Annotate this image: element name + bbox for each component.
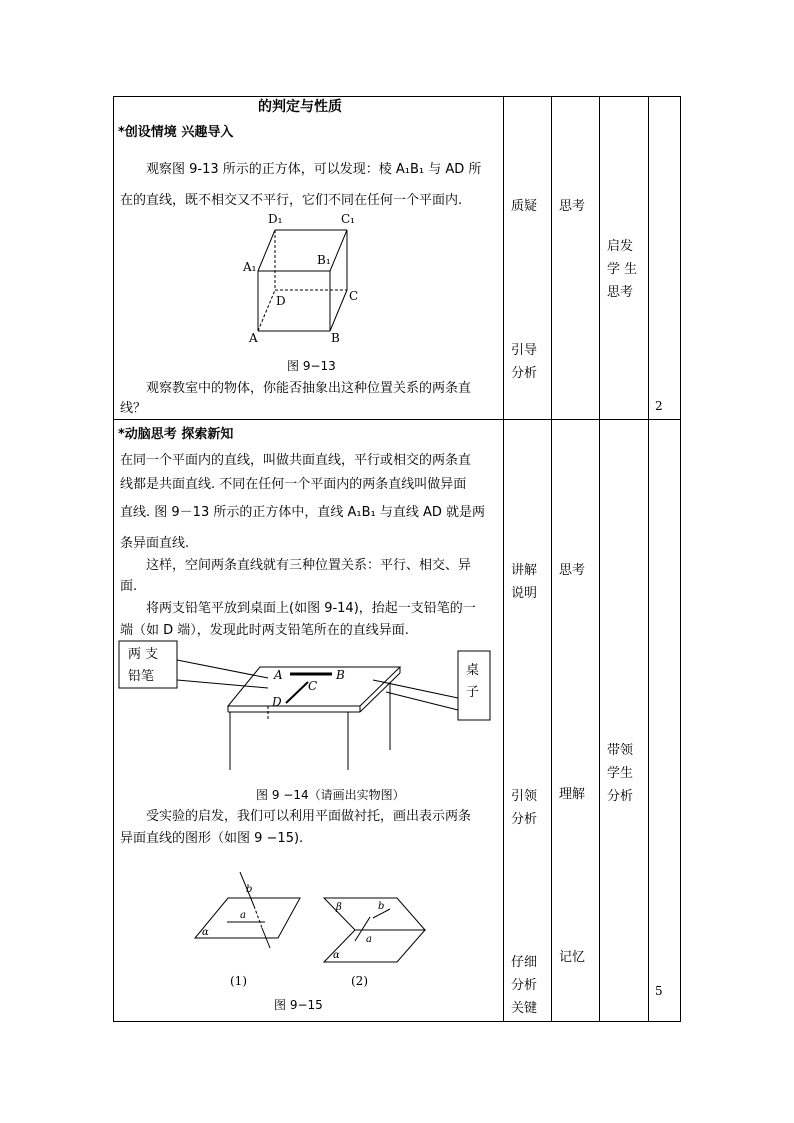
cube-figure <box>235 208 375 348</box>
method-cell: 仔细 <box>511 955 538 970</box>
figure-caption: 图 9−13 <box>287 359 336 373</box>
vertex-label: B₁ <box>317 253 331 267</box>
paragraph-line: 观察教室中的物体，你能否抽象出这种位置关系的两条直 <box>146 381 472 396</box>
section-heading: *创设情境 兴趣导入 <box>118 125 234 140</box>
vertex-label: B <box>331 331 340 345</box>
intent-cell: 思考 <box>607 285 634 300</box>
paragraph-line: 这样，空间两条直线就有三种位置关系：平行、相交、异 <box>146 558 472 573</box>
minutes-cell: 2 <box>655 399 663 413</box>
method-cell: 讲解 <box>511 563 538 578</box>
method-cell: 说明 <box>511 586 538 601</box>
vertex-label: C₁ <box>341 212 355 226</box>
method-cell: 分析 <box>511 366 538 381</box>
point-label: D <box>272 695 282 709</box>
desk-figure <box>118 640 498 780</box>
intent-cell: 分析 <box>607 789 634 804</box>
plane-label: α <box>202 927 209 938</box>
column-divider <box>599 96 600 1022</box>
skew-lines-figure <box>190 872 440 992</box>
method-cell: 引导 <box>511 343 538 358</box>
paragraph-line: 线都是共面直线. 不同在任何一个平面内的两条直线叫做异面 <box>120 477 467 492</box>
page-title: 的判定与性质 <box>258 99 342 115</box>
paragraph-line: 异面直线的图形（如图 9 −15). <box>120 831 304 846</box>
student-activity-cell: 思考 <box>559 199 586 214</box>
paragraph-line: 受实验的启发，我们可以利用平面做衬托，画出表示两条 <box>146 809 472 824</box>
paragraph-line: 在同一个平面内的直线，叫做共面直线，平行或相交的两条直 <box>120 453 472 468</box>
subfigure-label: (2) <box>351 974 368 988</box>
method-cell: 分析 <box>511 812 538 827</box>
line-label: b <box>246 884 253 895</box>
vertex-label: D₁ <box>268 212 283 226</box>
subfigure-label: (1) <box>230 974 247 988</box>
paragraph-line: 直线. 图 9－13 所示的正方体中，直线 A₁B₁ 与直线 AD 就是两 <box>120 505 486 520</box>
callout-label: 铅笔 <box>128 669 155 684</box>
plane-label: α <box>333 950 340 961</box>
method-cell: 质疑 <box>511 199 538 214</box>
column-divider <box>648 96 649 1022</box>
point-label: B <box>336 668 345 682</box>
plane-label: β <box>336 902 342 913</box>
student-activity-cell: 思考 <box>559 563 586 578</box>
paragraph-line: 面. <box>120 579 138 594</box>
vertex-label: C <box>349 289 359 303</box>
intent-cell: 启发 <box>607 239 634 254</box>
paragraph-line: 线？ <box>120 401 147 416</box>
line-label: b <box>378 901 385 912</box>
minutes-cell: 5 <box>655 984 663 998</box>
intent-cell: 学生 <box>607 766 634 781</box>
method-cell: 引领 <box>511 789 538 804</box>
callout-label: 桌 <box>466 663 480 678</box>
paragraph-line: 条异面直线. <box>120 536 190 551</box>
line-label: a <box>240 910 246 921</box>
paragraph-line: 将两支铅笔平放到桌面上(如图 9-14)，抬起一支铅笔的一 <box>146 601 476 616</box>
student-activity-cell: 记忆 <box>559 950 586 965</box>
paragraph-line: 观察图 9-13 所示的正方体，可以发现：棱 A₁B₁ 与 AD 所 <box>146 162 482 177</box>
point-label: C <box>308 679 318 693</box>
method-cell: 关键 <box>511 1001 538 1016</box>
intent-cell: 带领 <box>607 743 634 758</box>
section-heading: *动脑思考 探索新知 <box>118 427 234 442</box>
vertex-label: A <box>249 331 258 345</box>
point-label: A <box>274 668 283 682</box>
method-cell: 分析 <box>511 978 538 993</box>
column-divider <box>503 96 504 1022</box>
column-divider <box>551 96 552 1022</box>
vertex-label: D <box>276 294 286 308</box>
line-label: a <box>366 934 372 945</box>
figure-caption: 图 9 −14（请画出实物图） <box>256 788 405 802</box>
callout-label: 两 支 <box>128 647 159 662</box>
intent-cell: 学 生 <box>607 262 638 277</box>
figure-caption: 图 9−15 <box>274 998 323 1012</box>
callout-label: 子 <box>466 685 480 700</box>
vertex-label: A₁ <box>243 260 257 274</box>
student-activity-cell: 理解 <box>559 787 586 802</box>
row-divider <box>113 419 681 420</box>
paragraph-line: 端（如 D 端），发现此时两支铅笔所在的直线异面. <box>120 623 409 638</box>
paragraph-line: 在的直线，既不相交又不平行，它们不同在任何一个平面内. <box>120 193 463 208</box>
